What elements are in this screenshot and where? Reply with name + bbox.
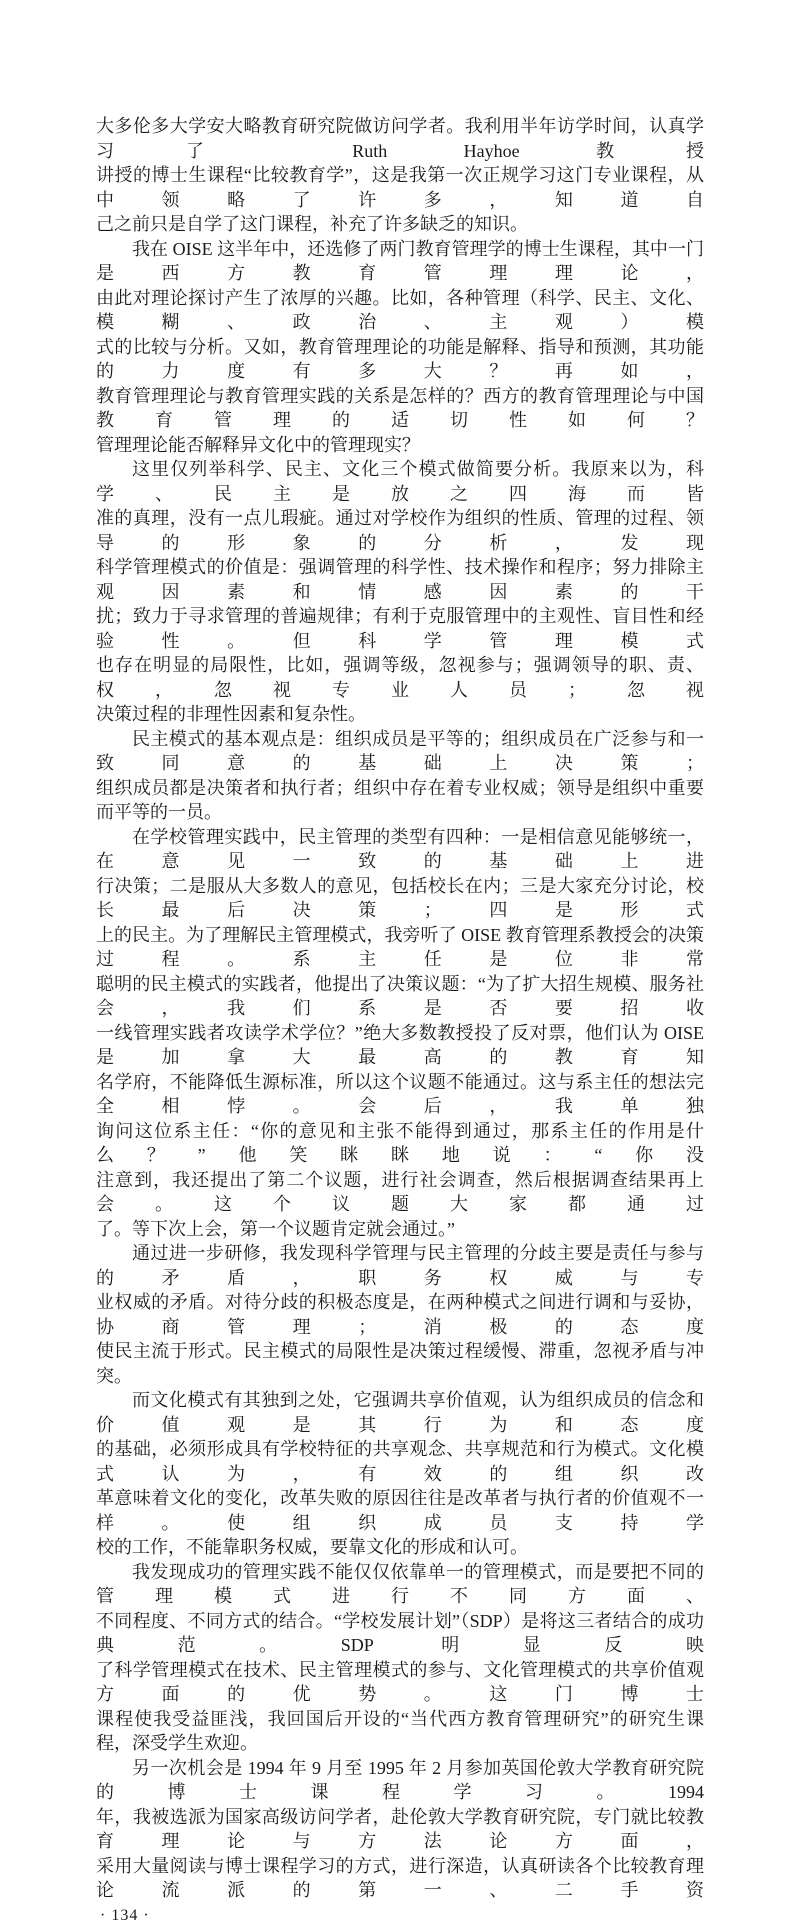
text-line: 使民主流于形式。民主模式的局限性是决策过程缓慢、滞重，忽视矛盾与冲突。 <box>96 1341 704 1386</box>
text-line: 在学校管理实践中，民主管理的类型有四种：一是相信意见能够统一，在意见一致的基础上进 <box>96 826 704 871</box>
text-line: 讲授的博士生课程“比较教育学”，这是我第一次正规学习这门专业课程，从中领略了许多，知道自 <box>96 165 704 210</box>
page-number: · 134 · <box>100 1906 150 1924</box>
paragraph <box>96 1388 704 1560</box>
text-line: 大多伦多大学安大略教育研究院做访问学者。我利用半年访学时间，认真学习了 Ruth Hayhoe 教授 <box>96 116 704 161</box>
paragraph <box>96 1756 704 1903</box>
paragraph <box>96 237 704 458</box>
text-line: 上的民主。为了理解民主管理模式，我旁听了 OISE 教育管理系教授会的决策过程。系主任是位非常 <box>96 924 704 969</box>
paragraph <box>96 1241 704 1388</box>
text-line: 了科学管理模式在技术、民主管理模式的参与、文化管理模式的共享价值观方面的优势。这门博士 <box>96 1659 704 1704</box>
paragraph <box>96 114 704 237</box>
text-line: 准的真理，没有一点儿瑕疵。通过对学校作为组织的性质、管理的过程、领导的形象的分析，发现 <box>96 508 704 553</box>
paragraph <box>96 727 704 825</box>
text-line: 的基础，必须形成具有学校特征的共享观念、共享规范和行为模式。文化模式认为，有效的组织改 <box>96 1439 704 1484</box>
text-line: 不同程度、不同方式的结合。“学校发展计划”（SDP）是将这三者结合的成功典范。SDP 明显反映 <box>96 1610 704 1655</box>
text-line: 我在 OISE 这半年中，还选修了两门教育管理学的博士生课程，其中一门是西方教育管理理论， <box>96 238 704 283</box>
text-line: 行决策；二是服从大多数人的意见，包括校长在内；三是大家充分讨论，校长最后决策；四是形式 <box>96 875 704 920</box>
text-line: 由此对理论探讨产生了浓厚的兴趣。比如，各种管理（科学、民主、文化、模糊、政治、主观）模 <box>96 287 704 332</box>
text-line: 一线管理实践者攻读学术学位？”绝大多数教授投了反对票，他们认为 OISE 是加拿大最高的教育知 <box>96 1022 704 1067</box>
text-line: 聪明的民主模式的实践者，他提出了决策议题：“为了扩大招生规模、服务社会，我们系是否要招收 <box>96 973 704 1018</box>
paragraph <box>96 825 704 1242</box>
paragraph <box>96 457 704 727</box>
text-line: 科学管理模式的价值是：强调管理的科学性、技术操作和程序；努力排除主观因素和情感因素的干 <box>96 557 704 602</box>
text-line: 民主模式的基本观点是：组织成员是平等的；组织成员在广泛参与和一致同意的基础上决策； <box>96 728 704 773</box>
text-line: 革意味着文化的变化，改革失败的原因往往是改革者与执行者的价值观不一样。使组织成员支持学 <box>96 1488 704 1533</box>
text-line: 教育管理理论与教育管理实践的关系是怎样的？西方的教育管理理论与中国教育管理的适切性如何？ <box>96 385 704 430</box>
text-line: 式的比较与分析。又如，教育管理理论的功能是解释、指导和预测，其功能的力度有多大？再如， <box>96 336 704 381</box>
text-line: 组织成员都是决策者和执行者；组织中存在着专业权威；领导是组织中重要而平等的一员。 <box>96 777 704 822</box>
text-line: 而文化模式有其独到之处，它强调共享价值观，认为组织成员的信念和价值观是其行为和态度 <box>96 1390 704 1435</box>
text-line: 管理理论能否解释异文化中的管理现实？ <box>96 434 420 455</box>
text-line: 注意到，我还提出了第二个议题，进行社会调查，然后根据调查结果再上会。这个议题大家都通过 <box>96 1169 704 1214</box>
text-line: 也存在明显的局限性，比如，强调等级，忽视参与；强调领导的职、责、权，忽视专业人员；忽视 <box>96 655 704 700</box>
text-line: 年，我被选派为国家高级访问学者，赴伦敦大学教育研究院，专门就比较教育理论与方法论方面， <box>96 1806 704 1851</box>
text-line: 己之前只是自学了这门课程，补充了许多缺乏的知识。 <box>96 214 528 234</box>
text-line: 决策过程的非理性因素和复杂性。 <box>96 704 366 724</box>
text-line: 采用大量阅读与博士课程学习的方式，进行深造，认真研读各个比较教育理论流派的第一、二手资 <box>96 1855 704 1900</box>
text-line: 这里仅列举科学、民主、文化三个模式做简要分析。我原来以为，科学、民主是放之四海而皆 <box>96 459 704 504</box>
text-line: 扰；致力于寻求管理的普遍规律；有利于克服管理中的主观性、盲目性和经验性。但科学管理模式 <box>96 606 704 651</box>
text-line: 课程使我受益匪浅，我回国后开设的“当代西方教育管理研究”的研究生课程，深受学生欢迎。 <box>96 1708 704 1753</box>
page-body <box>96 0 704 1903</box>
paragraph <box>96 1560 704 1756</box>
text-line: 询问这位系主任：“你的意见和主张不能得到通过，那系主任的作用是什么？”他笑眯眯地说：“你没 <box>96 1120 704 1165</box>
text-line: 我发现成功的管理实践不能仅仅依靠单一的管理模式，而是要把不同的管理模式进行不同方面、 <box>96 1561 704 1606</box>
text-line: 通过进一步研修，我发现科学管理与民主管理的分歧主要是责任与参与的矛盾，职务权威与专 <box>96 1243 704 1288</box>
text-line: 业权威的矛盾。对待分歧的积极态度是，在两种模式之间进行调和与妥协，协商管理；消极的态度 <box>96 1292 704 1337</box>
text-line: 了。等下次上会，第一个议题肯定就会通过。” <box>96 1218 455 1239</box>
text-line: 校的工作，不能靠职务权威，要靠文化的形成和认可。 <box>96 1537 528 1557</box>
text-line: 名学府，不能降低生源标准，所以这个议题不能通过。这与系主任的想法完全相悖。会后，我单独 <box>96 1071 704 1116</box>
text-line: 另一次机会是 1994 年 9 月至 1995 年 2 月参加英国伦敦大学教育研究院的博士课程学习。1994 <box>96 1757 704 1802</box>
